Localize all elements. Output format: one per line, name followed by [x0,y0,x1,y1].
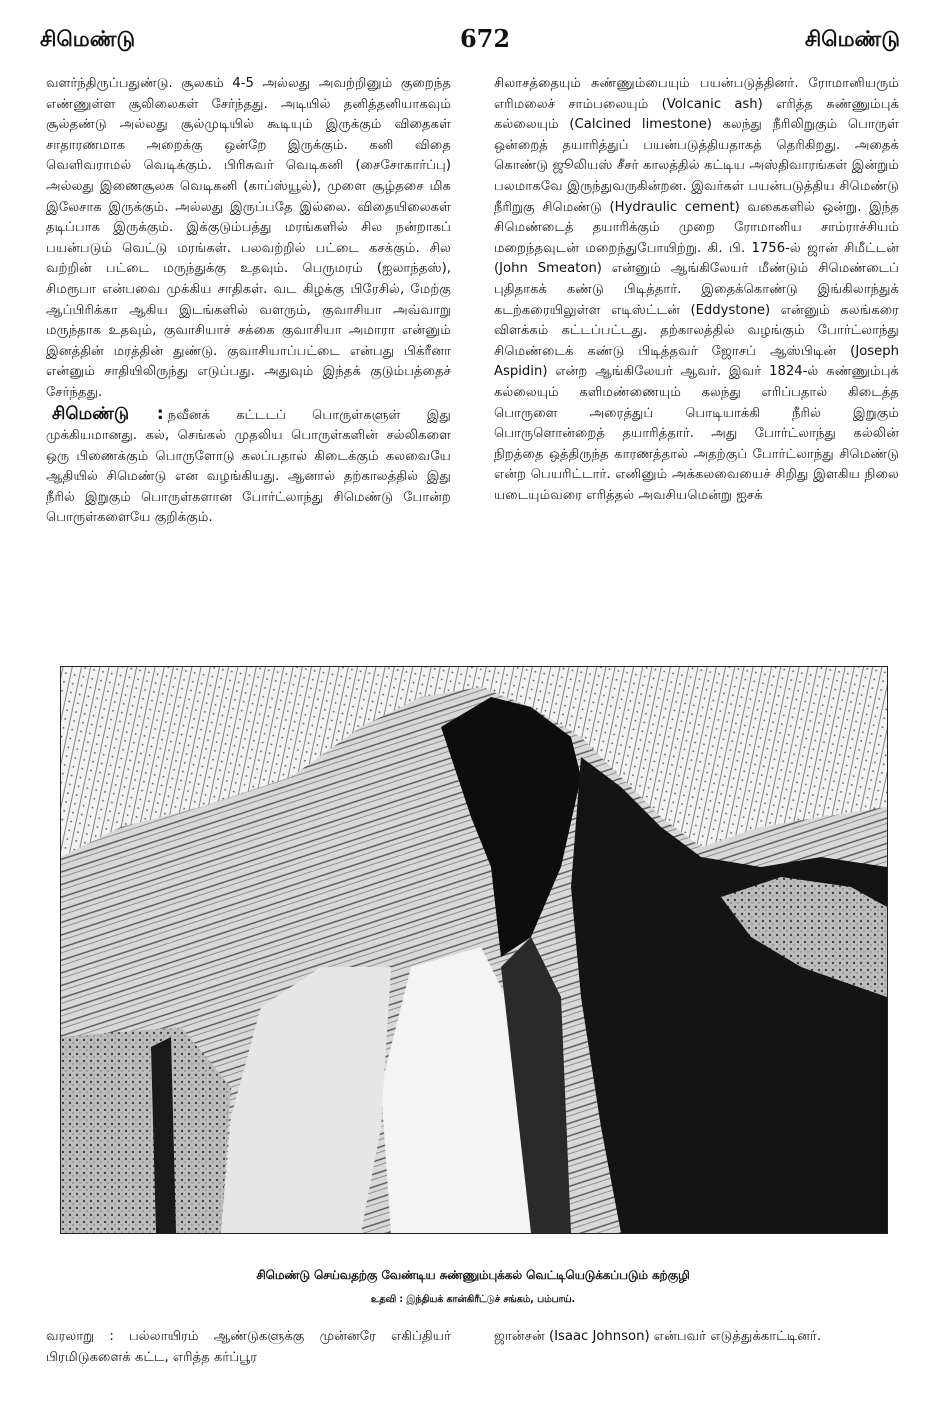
quarry-photo-image [61,667,887,1233]
quarry-photograph [60,666,888,1234]
right-column [494,74,899,506]
running-head-right: சிமெண்டு [804,27,900,51]
entry-heading: சிமெண்டு : [52,403,164,424]
history-paragraph: சிலாசத்தையும் சுண்ணும்பையும் பயன்படுத்தினர். ரோமானியரும் எரிமலைச் சாம்பலையும் (Volcanic ash) எரித்த சுண்ணும்புக் கல்லையும் (Calcined limestone) கலந்து நீரிலிறுகும் பொருள் ஒன்றைத் தயாரித்துப் பயன்படுத்தியதாகத் தெரிகிறது. அதைக் கொண்டு ஜூலியஸ் சீசர் காலத்தில் கட்டிய அஸ்திவாரங்கள் இன்றும் பலமாகவே இருந்துவருகின்றன. இவர்கள் பயன்படுத்திய சிமெண்டு நீரிறுகு சிமெண்டு (Hydraulic cement) வகைகளில் ஒன்று. இந்த சிமெண்டைத் தயாரிக்கும் முறை ரோமானிய சாம்ராச்சியம் மறைந்தவுடன் மறைந்துபோயிற்று. கி. பி. 1756-ல் ஜான் சிமீட்டன் (John Smeaton) என்னும் ஆங்கிலேயர் மீண்டும் சிமெண்டைப் புதிதாகக் கண்டு பிடித்தார். இதைக்கொண்டு இங்கிலாந்துக் கடற்கரையிலுள்ள எடிஸ்ட்டன் (Eddystone) என்னும் கலங்கரை விளக்கம் கட்டப்பட்டது. தற்காலத்தில் வழங்கும் போர்ட்லாந்து சிமெண்டைக் கண்டு பிடித்தவர் ஜோசப் ஆஸ்பிடின் (Joseph Aspidin) என்ற ஆங்கிலேயர் ஆவர். இவர் 1824-ல் சுண்ணும்புக் கல்லையும் களிமண்ணையும் கலந்து எரிப்பதால் கிடைத்த பொருளை அரைத்துப் பொடியாக்கி நீரில் இறுகும் பொருளொன்றைத் தயாரித்தார். அது போர்ட்லாந்து கல்லின் நிறத்தை ஒத்திருந்த காரணத்தால் அதற்குப் போர்ட்லாந்து சிமெண்டு என்ற பெயரிட்டார். எனினும் அக்கலவையைச் சிறிது இளகிய நிலை யடையும்வரை எரித்தல் அவசியமென்று ஐசக் [494,76,899,503]
history-start-paragraph: வரலாறு : பல்லாயிரம் ஆண்டுகளுக்கு முன்னரே எகிப்தியர் பிரமிடுகளைக் கட்ட, எரித்த கர்ப்பூர [46,1329,451,1365]
entry-text: நவீனக் கட்டடப் பொருள்களுள் இது முக்கியமானது. கல், செங்கல் முதலிய பொருள்களின் சல்லிகளை ஒரு பிணைக்கும் பொருளோடு கலப்பதால் கிடைக்கும் கலவையே ஆதியில் சிமெண்டு என வழங்கியது. ஆனால் தற்காலத்தில் இது நீரில் இறுகும் பொருள்களான போர்ட்லாந்து சிமெண்டு போன்ற பொருள்களையே குறிக்கும். [46,407,451,526]
running-head-left: சிமெண்டு [40,27,136,51]
figure-credit: உதவி : இந்தியக் கான்கிரீட்டுச் சங்கம், பம்பாய். [370,1294,576,1305]
figure-caption: சிமெண்டு செய்வதற்கு வேண்டிய சுண்ணும்புக்கல் வெட்டியெடுக்கப்படும் கற்குழி [256,1268,690,1282]
page-number: 672 [459,24,511,53]
left-column [46,74,451,529]
continued-paragraph: வளர்ந்திருப்பதுண்டு. சூலகம் 4-5 அல்லது அவற்றினும் குறைந்த எண்ணுள்ள சூலிலைகள் சேர்ந்தது. அடியில் தனித்தனியாகவும் சூல்தண்டு அல்லது சூல்முடியில் கூடியும் இருக்கும் விதைகள் சாதாரணமாக அறைக்கு ஒன்றே இருக்கும். கனி விதை வெளிவராமல் வெடிக்கும். பிரிசுவர் வெடிகனி (சைசோகார்ப்பு) அல்லது இணைசூலக வெடிகனி (காப்ஸ்யூல்), முளை சூழ்தசை மிக இலேசாக இருக்கும். அல்லது இருப்பதே இல்லை. விதையிலைகள் தடிப்பாக இருக்கும். இக்குடும்பத்து மரங்களில் சில நன்றாகப் பயன்படும் வெட்டு மரங்கள். பலவற்றில் பட்டை கசக்கும். சில வற்றின் பட்டை மருந்துக்கு உதவும். பெருமரம் (ஐலாந்தஸ்), சிமரூபா என்பவை முக்கிய சாதிகள். வட கிழக்கு பிரேசில், மேற்கு ஆப்பிரிக்கா ஆகிய இடங்களில் வளரும், குவாசியா அவ்வாறு மருந்தாக உதவும், குவாசியாச் சக்கை குவாசியா அமாரா என்னும் இனத்தின் மரத்தின் துண்டு. குவாசியாப்பட்டை என்பது பிக்ரீனா என்னும் சாதியிலிருந்து எடுப்பது. அதுவும் இந்தக் குடும்பத்தைச் சேர்ந்தது. [46,76,451,400]
cement-entry [46,404,451,530]
history-continuation: ஜான்சன் (Isaac Johnson) என்பவர் எடுத்துக்காட்டினர். [494,1329,822,1344]
bottom-right-column [494,1326,899,1347]
bottom-left-column [46,1326,451,1368]
